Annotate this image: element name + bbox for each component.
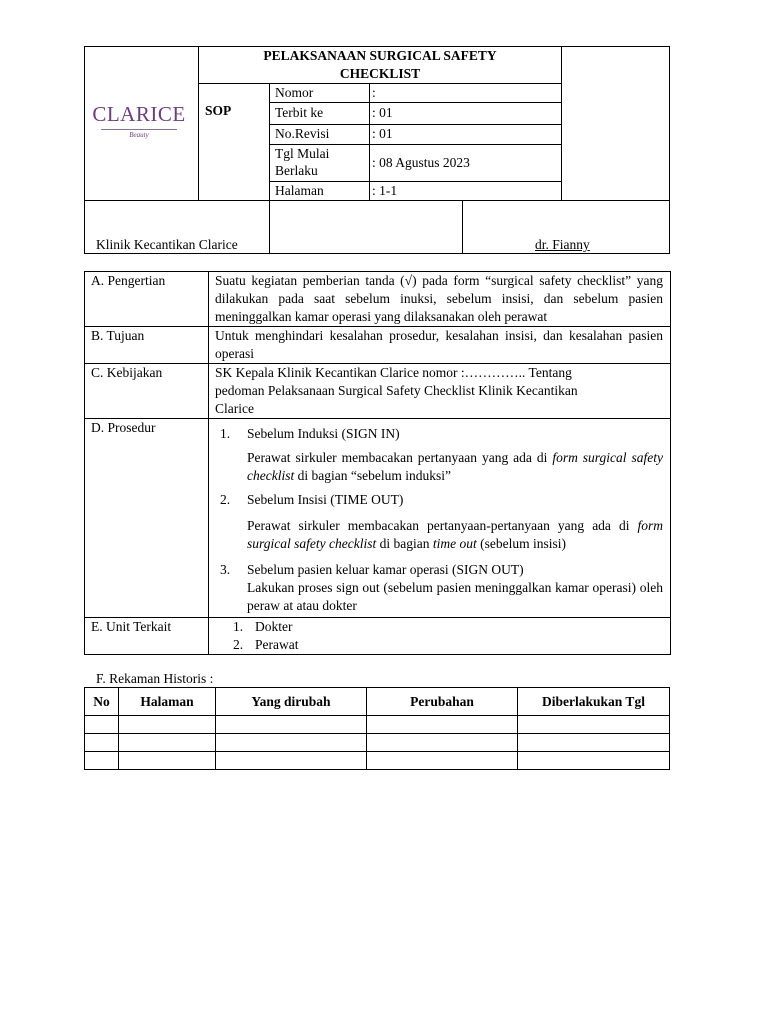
meta-label-tgl: Tgl Mulai — [275, 146, 330, 161]
step-2-desc-text-end: (sebelum insisi) — [476, 536, 566, 551]
table-cell — [216, 734, 367, 752]
row-tujuan — [85, 327, 671, 364]
step-3-title: Sebelum pasien keluar kamar operasi (SIGN OUT) — [247, 562, 524, 577]
header-divider — [269, 124, 562, 125]
step-3-title-row — [220, 561, 663, 579]
unit-item — [233, 636, 663, 654]
history-table — [84, 687, 670, 770]
table-cell — [518, 752, 670, 770]
table-cell — [119, 752, 216, 770]
table-cell — [367, 734, 518, 752]
step-1-desc — [247, 449, 663, 485]
logo-wordmark: CLARICE — [92, 102, 186, 126]
table-row — [85, 752, 670, 770]
table-cell — [119, 716, 216, 734]
label-tujuan: B. Tujuan — [85, 327, 209, 364]
header-divider — [269, 181, 562, 182]
step-3-number: 3. — [220, 562, 231, 577]
logo-tagline: Beauty — [126, 131, 151, 139]
step-2-desc-text-mid: di bagian — [376, 536, 433, 551]
step-1-title-row — [220, 425, 663, 443]
table-cell — [216, 716, 367, 734]
kebijakan-line1: SK Kepala Klinik Kecantikan Clarice nomor :………….. Tentang — [215, 365, 572, 380]
label-unit-terkait: E. Unit Terkait — [85, 618, 209, 655]
kebijakan-line2: pedoman Pelaksanaan Surgical Safety Checklist Klinik Kecantikan — [215, 383, 578, 398]
table-cell — [367, 752, 518, 770]
step-3-desc: Lakukan proses sign out (sebelum pasien meninggalkan kamar operasi) oleh peraw at atau dokter — [247, 580, 663, 613]
col-header-no: No — [85, 688, 119, 716]
step-2-title-row — [220, 491, 663, 509]
header-divider — [462, 200, 463, 254]
step-1-number: 1. — [220, 426, 231, 441]
meta-label-tgl-line2: Berlaku — [275, 163, 318, 178]
header-divider — [84, 200, 670, 201]
history-header-row — [85, 688, 670, 716]
table-cell — [85, 752, 119, 770]
org-name: Klinik Kecantikan Clarice — [96, 237, 238, 252]
header-divider — [269, 144, 562, 145]
label-kebijakan: C. Kebijakan — [85, 364, 209, 419]
step-1-desc-emphasis: form surgical safety checklist — [247, 450, 663, 483]
document-title-line2: CHECKLIST — [339, 66, 421, 81]
header-divider — [269, 102, 562, 103]
text-kebijakan — [209, 364, 671, 419]
sop-content-table — [84, 271, 671, 655]
label-pengertian: A. Pengertian — [85, 272, 209, 327]
table-cell — [85, 716, 119, 734]
header-divider — [269, 83, 270, 254]
signatory-name: dr. Fianny — [535, 237, 590, 252]
col-header-halaman: Halaman — [119, 688, 216, 716]
unit-item-label: Dokter — [255, 619, 293, 634]
table-row — [85, 716, 670, 734]
table-cell — [367, 716, 518, 734]
clarice-logo — [91, 102, 187, 139]
row-unit-terkait — [85, 618, 671, 655]
table-cell — [518, 734, 670, 752]
meta-value-terbit: : 01 — [372, 105, 393, 120]
step-2-desc-text: Perawat sirkuler membacakan pertanyaan-pertanyaan yang ada di — [247, 518, 638, 533]
header-divider — [198, 83, 562, 84]
meta-value-revisi: : 01 — [372, 126, 393, 141]
table-cell — [518, 716, 670, 734]
meta-value-halaman: : 1-1 — [372, 183, 398, 198]
row-pengertian — [85, 272, 671, 327]
text-tujuan: Untuk menghindari kesalahan prosedur, kesalahan insisi, dan kesalahan pasien operasi — [209, 327, 671, 364]
meta-label-halaman: Halaman — [275, 183, 324, 198]
row-kebijakan — [85, 364, 671, 419]
step-2-number: 2. — [220, 492, 231, 507]
step-1-desc-text: Perawat sirkuler membacakan pertanyaan yang ada di — [247, 450, 553, 465]
meta-value-nomor: : — [372, 85, 376, 100]
col-header-yang-dirubah: Yang dirubah — [216, 688, 367, 716]
history-heading: F. Rekaman Historis : — [96, 671, 214, 686]
row-prosedur — [85, 419, 671, 618]
table-cell — [216, 752, 367, 770]
kebijakan-line3: Clarice — [215, 401, 254, 416]
step-2-desc — [247, 517, 663, 553]
step-1-title: Sebelum Induksi (SIGN IN) — [247, 426, 400, 441]
document-title: PELAKSANAAN SURGICAL SAFETY — [263, 48, 497, 63]
meta-label-revisi: No.Revisi — [275, 126, 330, 141]
label-prosedur: D. Prosedur — [85, 419, 209, 618]
step-2-desc-emphasis: form surgical safety checklist — [247, 518, 663, 551]
table-cell — [119, 734, 216, 752]
sop-label: SOP — [205, 103, 232, 118]
step-2-title: Sebelum Insisi (TIME OUT) — [247, 492, 404, 507]
meta-label-terbit: Terbit ke — [275, 105, 324, 120]
unit-item-number: 1. — [233, 619, 244, 634]
step-2-desc-emphasis-2: time out — [432, 536, 477, 551]
unit-item — [233, 618, 663, 636]
table-row — [85, 734, 670, 752]
col-header-diberlakukan: Diberlakukan Tgl — [518, 688, 670, 716]
header-divider — [369, 83, 370, 201]
text-unit-terkait — [209, 618, 671, 655]
meta-value-tgl: : 08 Agustus 2023 — [372, 155, 470, 170]
text-prosedur — [209, 419, 671, 618]
text-pengertian: Suatu kegiatan pemberian tanda (√) pada form “surgical safety checklist” yang dilakukan pada saat sebelum inuksi, sebelum insisi, dan sebelum pasien meninggalkan kamar operasi yang dilaksanakan oleh perawat — [209, 272, 671, 327]
unit-item-number: 2. — [233, 637, 244, 652]
meta-label-nomor: Nomor — [275, 85, 314, 100]
unit-item-label: Perawat — [255, 637, 299, 652]
step-1-desc-text-end: di bagian “sebelum induksi” — [294, 468, 451, 483]
col-header-perubahan: Perubahan — [367, 688, 518, 716]
table-cell — [85, 734, 119, 752]
